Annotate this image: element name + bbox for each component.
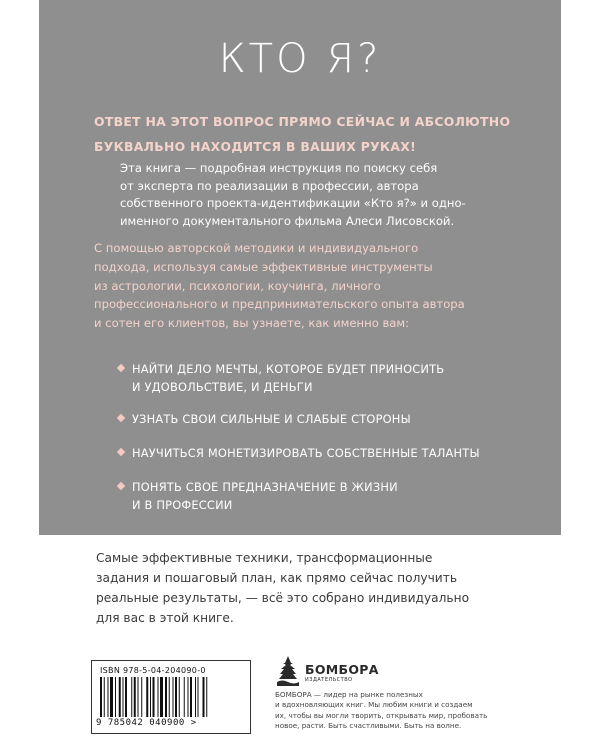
list-item-text: И УДОВОЛЬСТВИЕ, И ДЕНЬГИ <box>132 380 313 394</box>
summary-line: задания и пошаговый план, как прямо сейчас получить <box>96 571 458 585</box>
barcode-bar <box>190 677 192 717</box>
benefits-list <box>118 360 538 514</box>
paragraph-line: С помощью авторской методики и индивидуального <box>94 241 419 255</box>
paragraph-line: Эта книга — подробная инструкция по поиску себя <box>120 161 438 175</box>
summary-text <box>96 548 536 628</box>
barcode-bar <box>100 677 102 717</box>
list-item <box>118 478 538 514</box>
lead-line: БУКВАЛЬНО НАХОДИТСЯ В ВАШИХ РУКАХ! <box>94 139 417 154</box>
barcode-bar <box>184 677 185 717</box>
diamond-bullet-icon <box>117 364 125 372</box>
barcode-bar <box>206 677 207 717</box>
list-item-text: УЗНАТЬ СВОИ СИЛЬНЫЕ И СЛАБЫЕ СТОРОНЫ <box>132 412 411 426</box>
book-title: КТО Я? <box>218 36 382 82</box>
lead-line: ОТВЕТ НА ЭТОТ ВОПРОС ПРЯМО СЕЙЧАС И АБСОЛЮТНО <box>94 114 511 129</box>
barcode-bar <box>108 677 109 717</box>
barcode-bar <box>203 677 205 717</box>
publisher-line: новое, расти. Быть счастливыми. Быть на волне. <box>275 721 462 731</box>
lead-text <box>94 109 544 159</box>
barcode-bars <box>100 677 242 717</box>
barcode-bar <box>150 677 151 717</box>
barcode-bar <box>160 677 163 717</box>
paragraph-line: собственного проекта-идентификации «Кто я?» и одно- <box>120 196 466 210</box>
isbn-label: ISBN 978-5-04-204090-0 <box>100 666 206 675</box>
barcode-bar <box>138 677 139 717</box>
barcode-bar <box>165 677 167 717</box>
list-item-text: НАЙТИ ДЕЛО МЕЧТЫ, КОТОРОЕ БУДЕТ ПРИНОСИТЬ <box>132 362 445 376</box>
barcode-bar <box>141 677 142 717</box>
diamond-bullet-icon <box>117 414 125 422</box>
barcode-bar <box>188 677 189 717</box>
barcode-bar <box>115 677 116 717</box>
list-item-text: НАУЧИТЬСЯ МОНЕТИЗИРОВАТЬ СОБСТВЕННЫЕ ТАЛАНТЫ <box>132 446 480 460</box>
barcode-bar <box>195 677 196 717</box>
list-item <box>118 444 538 462</box>
paragraph-line: профессионального и предпринимательского опыта автора <box>94 297 465 312</box>
method-paragraph <box>94 239 544 333</box>
paragraph-line: от эксперта по реализации в профессии, автора <box>120 178 419 193</box>
publisher-line: и вдохновляющих книг. Мы любим книги и создаем <box>275 700 473 710</box>
paragraph-line: и сотен его клиентов, вы узнаете, как именно вам: <box>94 316 410 331</box>
diamond-bullet-icon <box>117 482 125 490</box>
barcode-bar <box>169 677 170 717</box>
barcode-bar <box>110 677 113 717</box>
publisher-line: БОМБОРА — лидер на рынке полезных <box>275 690 423 699</box>
barcode-bar <box>125 677 127 717</box>
barcode-bar <box>198 677 199 717</box>
publisher-name: БОМБОРА <box>305 662 379 677</box>
publisher-line: их, чтобы вы могли творить, открывать мир, пробовать <box>275 710 488 720</box>
barcode-bar <box>123 677 124 717</box>
barcode-bar <box>175 677 177 717</box>
barcode-bar <box>131 677 132 717</box>
publisher-subtitle: ИЗДАТЕЛЬСТВО <box>305 677 353 683</box>
list-item-text: И В ПРОФЕССИИ <box>132 498 233 512</box>
barcode-digits: 9 785042 040900 > <box>96 718 197 728</box>
paragraph-line: подхода, используя самые эффективные инструменты <box>94 259 433 274</box>
description-paragraph <box>120 160 560 230</box>
list-item-text: ПОНЯТЬ СВОЕ ПРЕДНАЗНАЧЕНИЕ В ЖИЗНИ <box>132 480 398 494</box>
paragraph-line: именного документального фильма Алеси Лисовской. <box>120 213 455 228</box>
diamond-bullet-icon <box>117 448 125 456</box>
barcode-bar <box>153 677 155 717</box>
barcode-bar <box>158 677 159 717</box>
bombora-logo-icon <box>275 655 301 687</box>
publisher-description <box>275 690 488 732</box>
list-item <box>118 410 538 428</box>
barcode-bar <box>134 677 136 717</box>
summary-line: Самые эффективные техники, трансформационные <box>96 551 433 565</box>
barcode-bar <box>179 677 180 717</box>
list-item <box>118 360 538 396</box>
barcode-bar <box>104 677 105 717</box>
paragraph-line: из астрологии, психологии, коучинга, личного <box>94 278 381 293</box>
barcode-bar <box>173 677 174 717</box>
summary-line: для вас в этой книге. <box>96 611 234 625</box>
barcode-bar <box>146 677 148 717</box>
summary-line: реальные результаты, — всё это собрано индивидуально <box>96 591 470 605</box>
barcode <box>91 660 251 734</box>
barcode-bar <box>119 677 121 717</box>
